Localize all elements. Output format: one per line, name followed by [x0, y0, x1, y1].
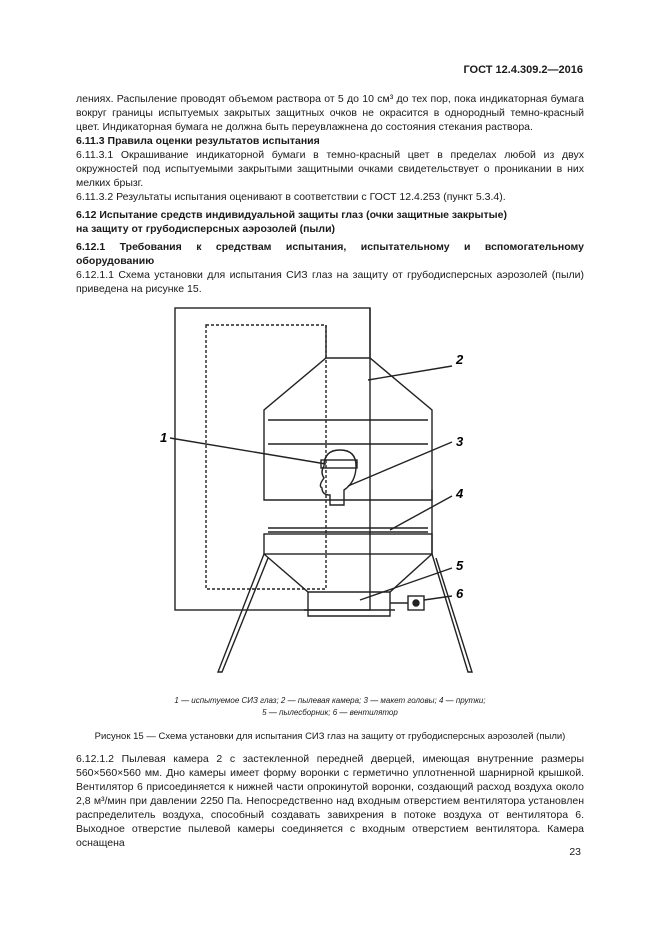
label-1: 1 [160, 430, 168, 445]
label-2: 2 [456, 352, 464, 367]
label-4: 4 [456, 486, 464, 501]
document-header: ГОСТ 12.4.309.2—2016 [463, 64, 583, 76]
paragraph-6-12-1-1: 6.12.1.1 Схема установки для испытания СИЗ глаз на защиту от грубодисперсных аэрозолей (пыли) приведена на рисунке 15. [76, 269, 584, 295]
figure-key-line2: 5 — пылесборник; 6 — вентилятор [262, 708, 398, 717]
paragraph-6-11-3-1: 6.11.3.1 Окрашивание индикаторной бумаги в темно-красный цвет в пределах любой из двух окружностей под испытуемыми закрытыми защитными очками свидетельствует о проникании в них мелких брызг. [76, 149, 584, 189]
heading-6-12-line2: на защиту от грубодисперсных аэрозолей (пыли) [76, 223, 336, 235]
heading-6-12-1: 6.12.1 Требования к средствам испытания, испытательному и вспомогательному оборудованию [76, 241, 584, 267]
section-6-12 [76, 208, 584, 236]
paragraph-6-11-3-2: 6.11.3.2 Результаты испытания оценивают в соответствии с ГОСТ 12.4.253 (пункт 5.3.4). [76, 191, 506, 203]
label-6: 6 [456, 586, 464, 601]
paragraph-continuation [76, 92, 584, 134]
figure-key-line1: 1 — испытуемое СИЗ глаз; 2 — пылевая камера; 3 — макет головы; 4 — прутки; [174, 696, 486, 705]
section-6-12-1-2 [76, 752, 584, 850]
inner-duct [206, 325, 326, 589]
label-3: 3 [456, 434, 464, 449]
heading-6-12-line1: 6.12 Испытание средств индивидуальной защиты глаз (очки защитные закрытые) [76, 209, 507, 221]
section-6-12-1 [76, 240, 584, 296]
test-installation-diagram [140, 300, 520, 692]
heading-6-11-3: 6.11.3 Правила оценки результатов испытания [76, 135, 320, 147]
outer-duct [175, 308, 370, 610]
figure-key [76, 695, 584, 719]
label-5: 5 [456, 558, 464, 573]
paragraph-6-12-1-2: 6.12.1.2 Пылевая камера 2 с застекленной передней дверцей, имеющая внутренние размеры 560×560×560 мм. Дно камеры имеет форму воронки с герметично уплотненной шарнирной крышкой. Вентилятор 6 присоединяется к нижней части опрокинутой воронки, создающий расход воздуха около 2,8 м³/мин при давлении 2250 Па. Непосредственно над входным отверстием вентилятора установлен распределитель воздуха, способный создавать завихрения в потоке воздуха от вентилятора 6. Выходное отверстие пылевой камеры соединяется с входным отверстием вентилятора. Камера оснащена [76, 753, 584, 849]
paragraph: лениях. Распыление проводят объемом раствора от 5 до 10 см³ до тех пор, пока индикаторная бумага вокруг границы испытуемых закрытых защитных очков не окрасится в однородный темно-красный цвет. Индикаторная бумага не должна быть переувлажнена до состояния стекания раствора. [76, 93, 584, 133]
dust-collector [264, 554, 432, 592]
page-number: 23 [569, 846, 581, 858]
section-6-11-3 [76, 134, 584, 204]
figure-title: Рисунок 15 — Схема установки для испытания СИЗ глаз на защиту от грубодисперсных аэрозолей (пыли) [94, 731, 566, 742]
dust-chamber [264, 358, 432, 500]
